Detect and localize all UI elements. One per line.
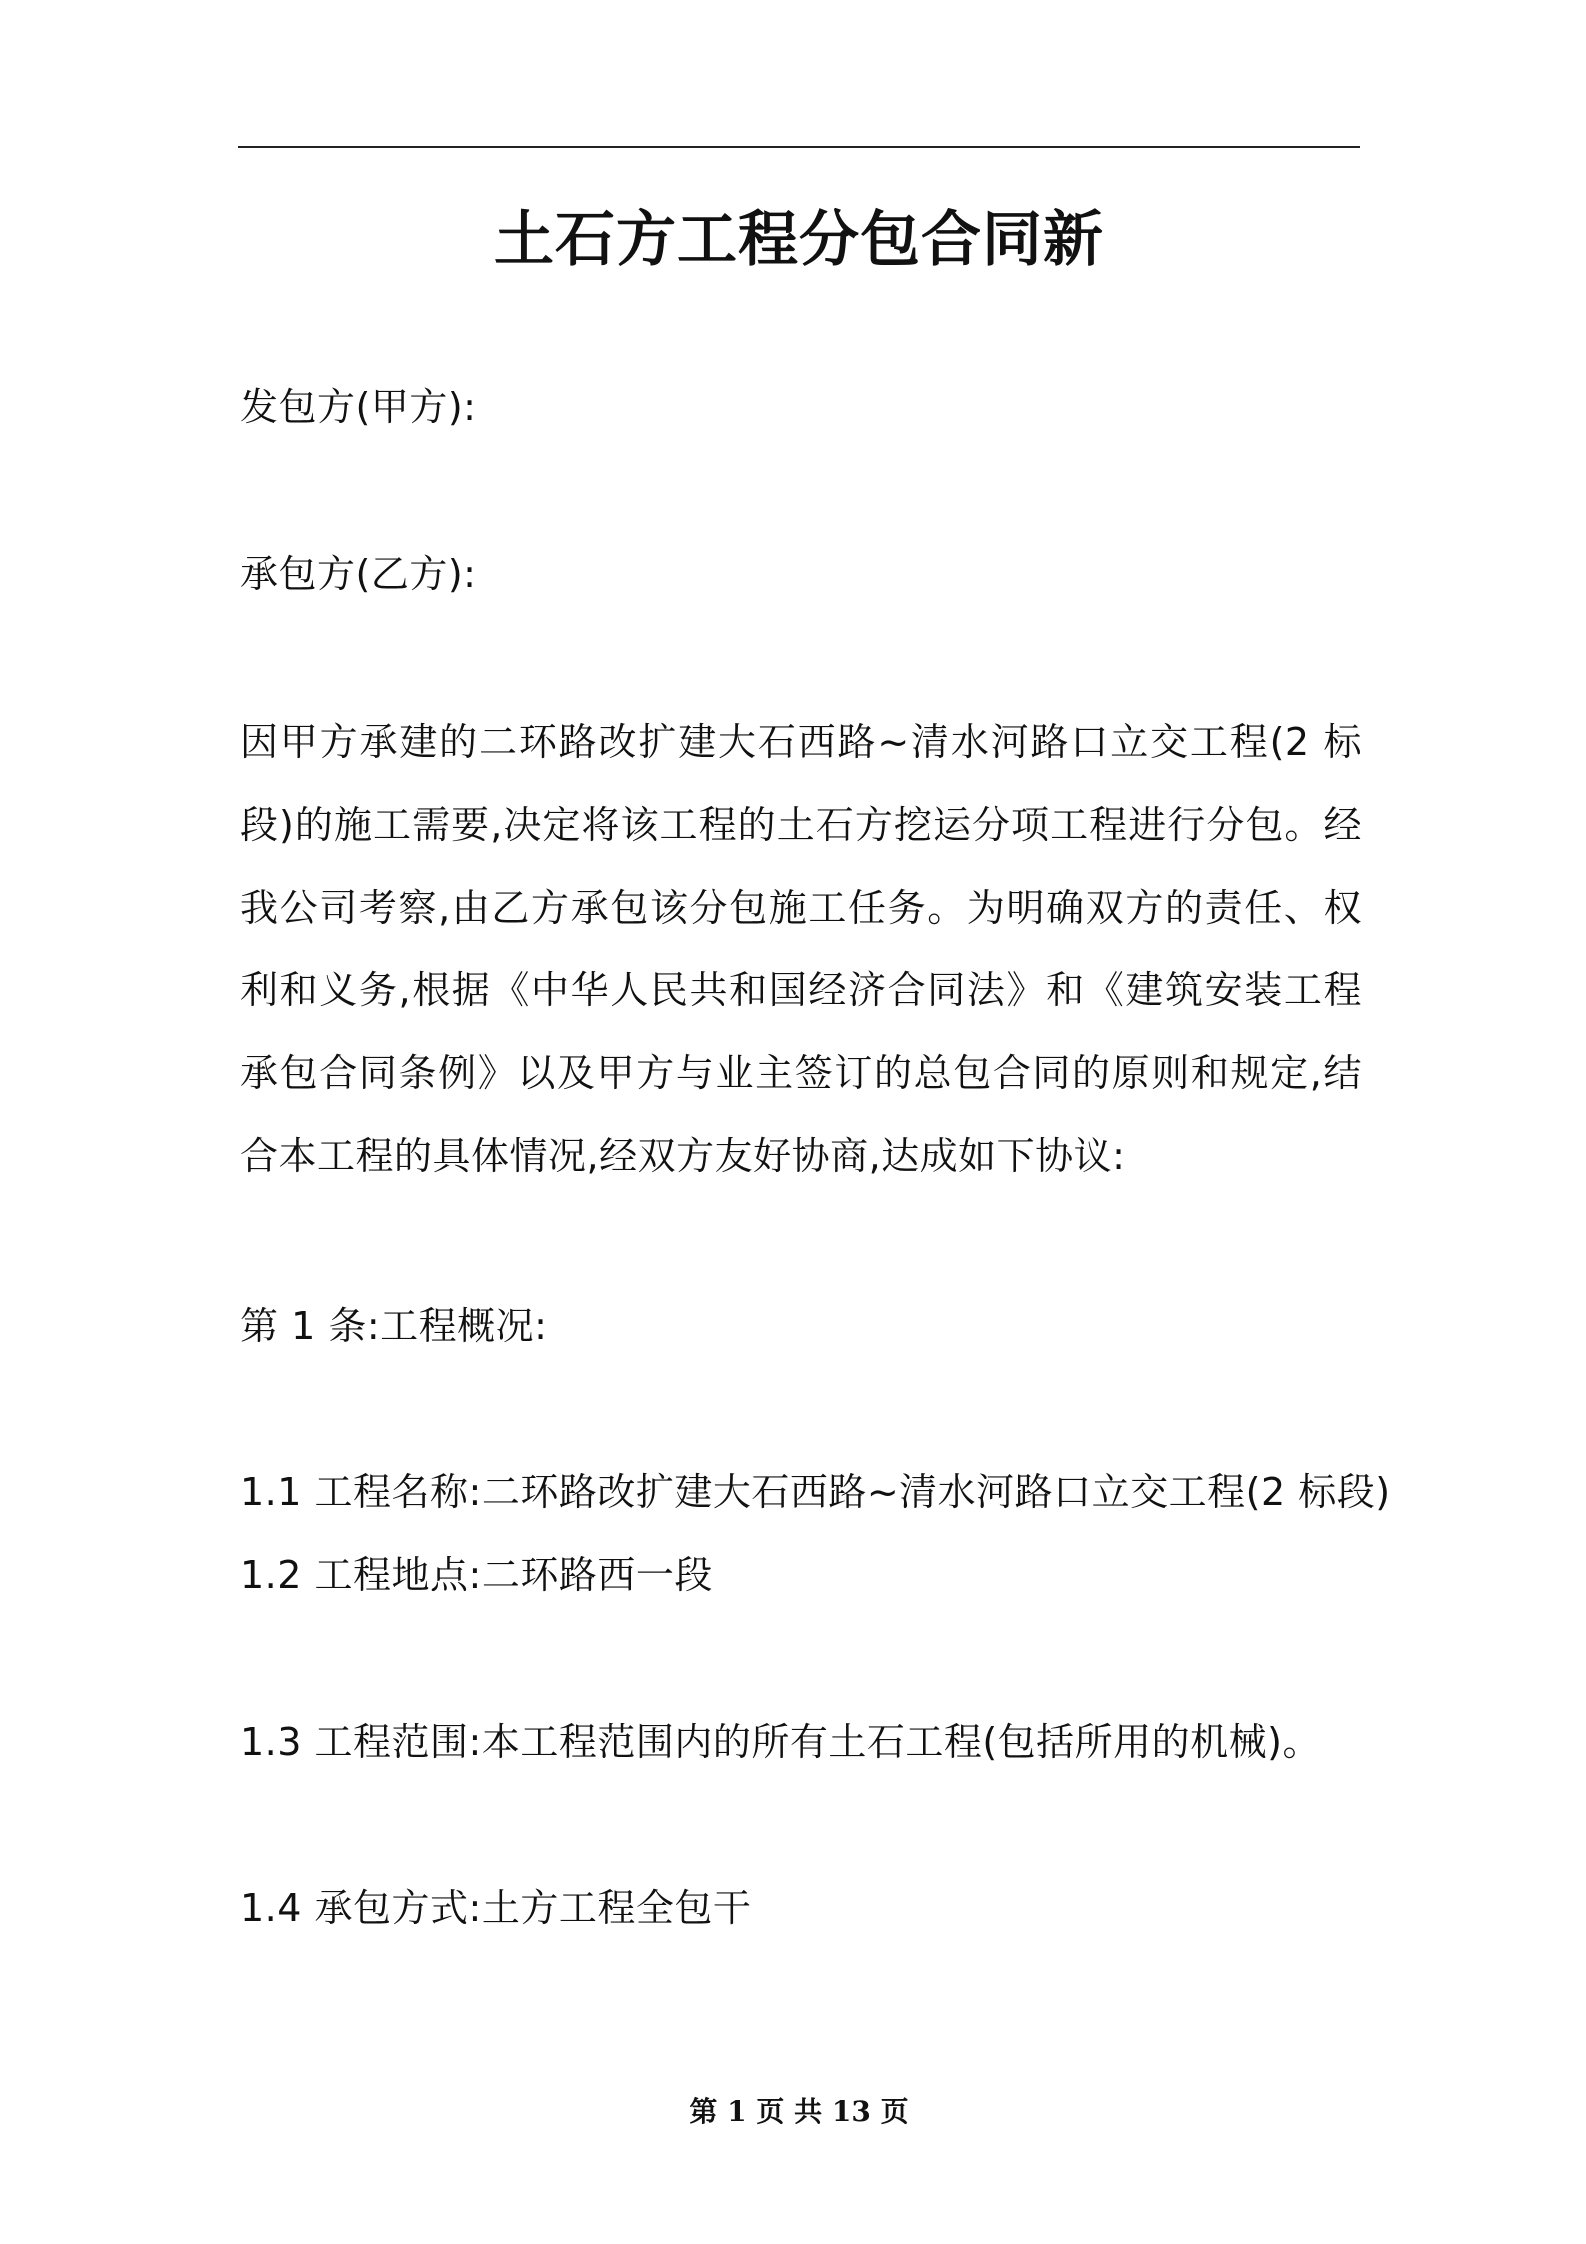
item-1-4: 1.4 承包方式:土方工程全包干 <box>240 1886 752 1930</box>
item-1-3: 1.3 工程范围:本工程范围内的所有土石工程(包括所用的机械)。 <box>240 1720 1321 1764</box>
document-title: 土石方工程分包合同新 <box>494 205 1104 275</box>
party-b-label: 承包方(乙方): <box>240 552 477 596</box>
item-1-1: 1.1 工程名称:二环路改扩建大石西路~清水河路口立交工程(2 标段) <box>240 1470 1391 1514</box>
page-number-footer: 第 1 页 共 13 页 <box>689 2095 909 2128</box>
article-1-heading: 第 1 条:工程概况: <box>240 1304 548 1348</box>
intro-paragraph: 因甲方承建的二环路改扩建大石西路~清水河路口立交工程(2 标段)的施工需要,决定将该工程的土石方挖运分项工程进行分包。经我公司考察,由乙方承包该分包施工任务。为明确双方的责任、权利和义务,根据《中华人民共和国经济合同法》和《建筑安装工程承包合同条例》以及甲方与业主签订的总包合同的原则和规定,结合本工程的具体情况,经双方友好协商,达成如下协议: <box>240 720 1362 1178</box>
party-a-label: 发包方(甲方): <box>240 385 477 429</box>
item-1-2: 1.2 工程地点:二环路西一段 <box>240 1553 713 1597</box>
header-rule <box>238 146 1360 148</box>
